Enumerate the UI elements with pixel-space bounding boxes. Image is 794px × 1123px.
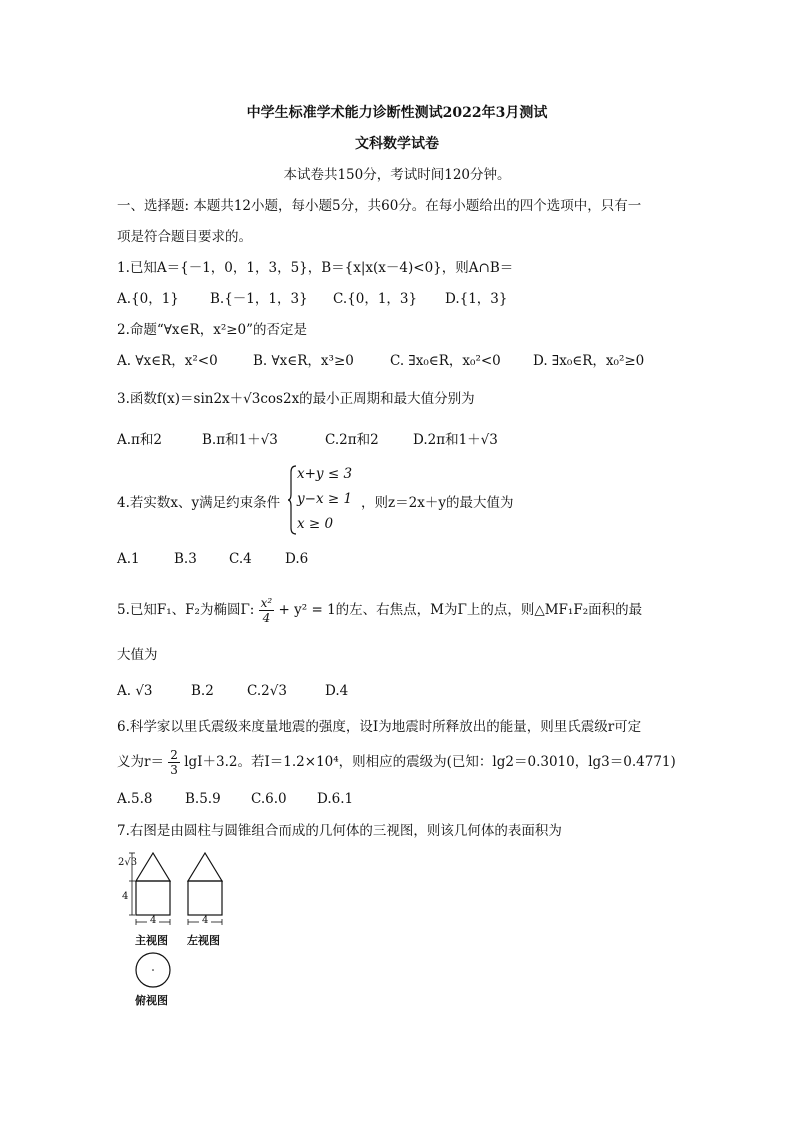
q6-prefix: 义为r＝ bbox=[117, 754, 164, 770]
q6-stem-line1: 6.科学家以里氏震级来度量地震的强度，设I为地震时所释放出的能量，则里氏震级r可定 bbox=[117, 719, 642, 735]
q4-option-c: C.4 bbox=[229, 551, 252, 567]
q5-fraction bbox=[259, 596, 275, 625]
q5-option-d: D.4 bbox=[325, 683, 349, 699]
q3-option-d: D.2π和1＋√3 bbox=[413, 432, 498, 448]
top-view bbox=[136, 953, 170, 987]
q5-stem-line2: 大值为 bbox=[117, 647, 158, 663]
q2-option-c: C. ∃x₀∈R，x₀²<0 bbox=[390, 353, 501, 369]
q6-stem-line2 bbox=[117, 742, 676, 782]
q4-option-a: A.1 bbox=[117, 551, 140, 567]
q3-stem: 3.函数f(x)＝sin2x＋√3cos2x的最小正周期和最大值分别为 bbox=[117, 391, 475, 407]
section-instructions-line2: 项是符合题目要求的。 bbox=[117, 229, 252, 245]
side-view-label: 左视图 bbox=[187, 934, 220, 947]
q5-option-b: B.2 bbox=[191, 683, 214, 699]
q3-option-a: A.π和2 bbox=[117, 432, 163, 448]
front-view-label: 主视图 bbox=[135, 934, 168, 947]
q3-option-c: C.2π和2 bbox=[325, 432, 379, 448]
q3-option-b: B.π和1＋√3 bbox=[202, 432, 278, 448]
q4-constraint-3: x ≥ 0 bbox=[297, 516, 334, 532]
q6-option-c: C.6.0 bbox=[251, 791, 287, 807]
q4-constraint-1: x+y ≤ 3 bbox=[297, 466, 353, 482]
q5-stem bbox=[117, 590, 642, 630]
exam-subtitle: 文科数学试卷 bbox=[355, 136, 439, 152]
q7-stem: 7.右图是由圆柱与圆锥组合而成的几何体的三视图，则该几何体的表面积为 bbox=[117, 823, 562, 839]
q1-option-c: C.{0，1，3} bbox=[333, 291, 418, 307]
q1-stem: 1.已知A＝{－1，0，1，3，5}，B＝{x|x(x－4)<0}，则A∩B＝ bbox=[117, 260, 514, 276]
q2-option-b: B. ∀x∈R，x³≥0 bbox=[253, 353, 354, 369]
exam-note: 本试卷共150分，考试时间120分钟。 bbox=[283, 167, 511, 183]
q6-option-a: A.5.8 bbox=[117, 791, 153, 807]
q5-fraction-den: 4 bbox=[262, 611, 271, 625]
q5-prefix: 5.已知F₁、F₂为椭圆Γ: bbox=[117, 602, 255, 618]
q4-stem bbox=[117, 464, 677, 536]
q5-fraction-num: x² bbox=[260, 596, 273, 610]
top-view-label: 俯视图 bbox=[135, 994, 168, 1007]
q5-option-c: C.2√3 bbox=[247, 683, 287, 699]
q1-option-b: B.{－1，1，3} bbox=[210, 291, 308, 307]
dim-front-width: 4 bbox=[150, 915, 157, 926]
q4-option-d: D.6 bbox=[285, 551, 309, 567]
dim-side-width: 4 bbox=[202, 915, 209, 926]
q5-mid: + y² = 1的左、右焦点，M为Γ上的点，则△MF₁F₂面积的最 bbox=[278, 602, 643, 618]
exam-title: 中学生标准学术能力诊断性测试2022年3月测试 bbox=[246, 105, 548, 121]
q4-constraint-2: y−x ≥ 1 bbox=[297, 491, 353, 507]
q4-option-b: B.3 bbox=[174, 551, 197, 567]
q6-fraction-num: 2 bbox=[170, 748, 178, 762]
dim-cylinder-height: 4 bbox=[122, 891, 129, 902]
q6-fraction bbox=[168, 748, 180, 777]
q6-option-d: D.6.1 bbox=[317, 791, 354, 807]
q6-fraction-den: 3 bbox=[170, 763, 178, 777]
q4-suffix: ，则z＝2x＋y的最大值为 bbox=[361, 495, 514, 511]
q1-option-d: D.{1，3} bbox=[445, 291, 508, 307]
section-instructions-line1: 一、选择题: 本题共12小题，每小题5分，共60分。在每小题给出的四个选项中，只有一 bbox=[117, 198, 642, 214]
q6-option-b: B.5.9 bbox=[185, 791, 221, 807]
q2-option-a: A. ∀x∈R，x²<0 bbox=[117, 353, 218, 369]
q2-option-d: D. ∃x₀∈R，x₀²≥0 bbox=[533, 353, 645, 369]
dim-cone-height: 2√3 bbox=[118, 857, 138, 868]
q5-option-a: A. √3 bbox=[117, 683, 153, 699]
q1-option-a: A.{0，1} bbox=[117, 291, 179, 307]
left-brace-icon bbox=[287, 464, 297, 536]
q2-stem: 2.命题“∀x∈R，x²≥0”的否定是 bbox=[117, 322, 308, 338]
q4-prefix: 4.若实数x、y满足约束条件 bbox=[117, 495, 281, 511]
q6-rest: lgI＋3.2。若I＝1.2×10⁴，则相应的震级为(已知：lg2＝0.3010，lg3＝0.4771) bbox=[184, 754, 676, 770]
